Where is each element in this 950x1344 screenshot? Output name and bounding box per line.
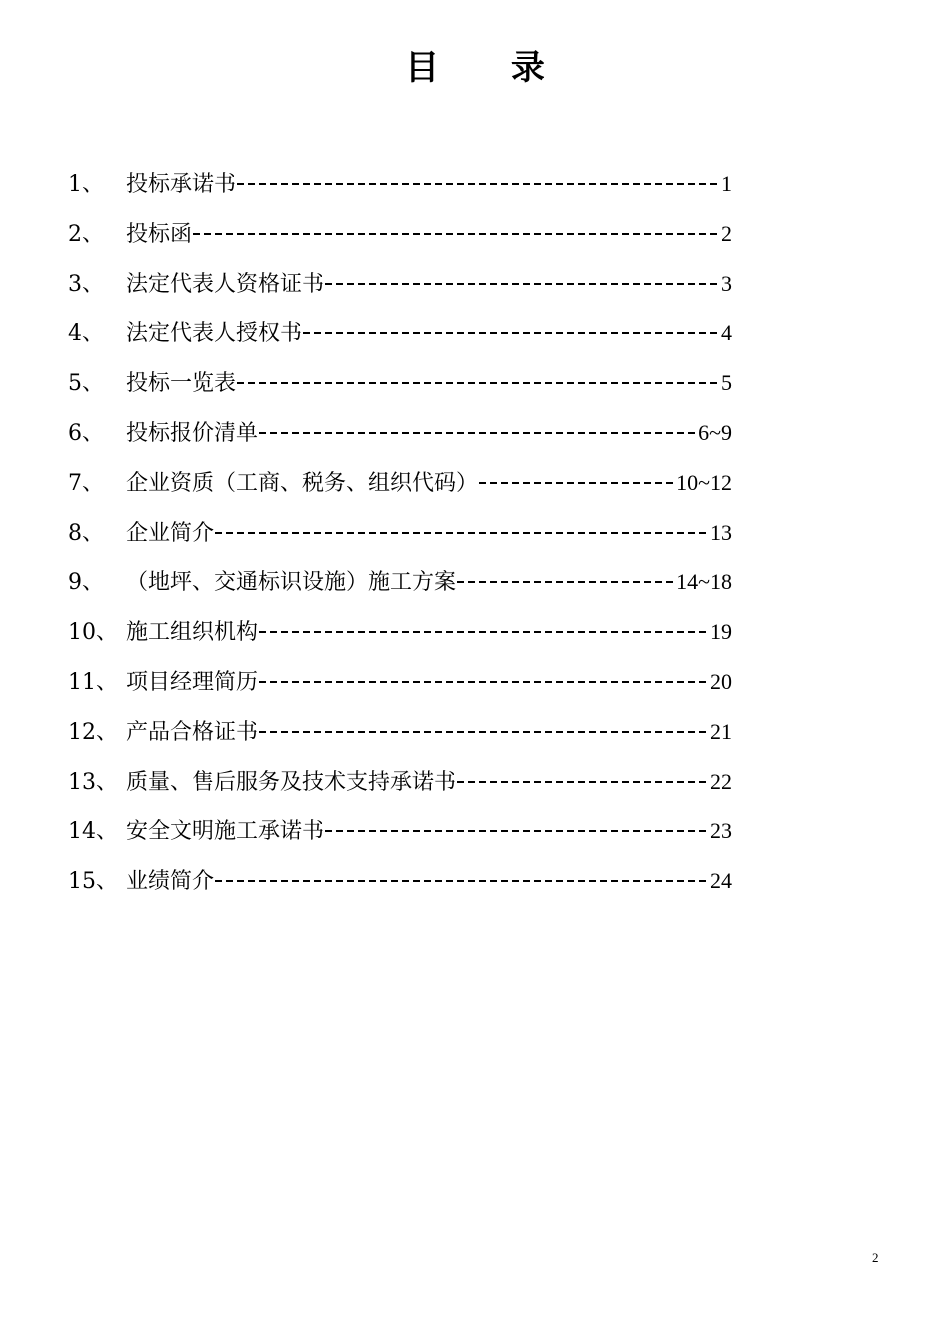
toc-entry-page: 21 xyxy=(710,718,732,744)
toc-entry-page: 5 xyxy=(721,370,732,396)
toc-dot-leader xyxy=(325,283,720,285)
toc-entry xyxy=(68,166,732,216)
toc-entry-number: 6、 xyxy=(68,420,104,446)
toc-entry-page: 13 xyxy=(710,519,732,545)
toc-entry-title: 投标一览表 xyxy=(126,371,237,397)
toc-entry-number: 13、 xyxy=(68,769,118,795)
toc-entry-title: 质量、售后服务及技术支持承诺书 xyxy=(126,769,457,795)
toc-entry-title: 投标报价清单 xyxy=(126,420,259,446)
toc-entry-title: 业绩简介 xyxy=(126,869,215,895)
toc-entry xyxy=(68,365,732,415)
toc-entry-page: 6~9 xyxy=(698,419,732,445)
toc-dot-leader xyxy=(215,880,709,882)
toc-entry xyxy=(68,415,732,465)
toc-entry xyxy=(68,614,732,664)
toc-entry-title: 法定代表人授权书 xyxy=(126,321,303,347)
toc-entry-number: 15、 xyxy=(68,869,118,895)
toc-dot-leader xyxy=(479,482,675,484)
toc-entry xyxy=(68,564,732,614)
toc-entry-number: 8、 xyxy=(68,520,104,546)
toc-entry xyxy=(68,863,732,913)
toc-entry xyxy=(68,216,732,266)
toc-entry-title: 投标承诺书 xyxy=(126,172,237,197)
toc-dot-leader xyxy=(259,432,697,434)
toc-dot-leader xyxy=(259,731,709,733)
toc-entry xyxy=(68,664,732,714)
toc-dot-leader xyxy=(259,681,709,683)
toc-entry-number: 10、 xyxy=(68,620,118,646)
table-of-contents xyxy=(68,166,732,913)
toc-entry-page: 3 xyxy=(721,270,732,296)
toc-entry-page: 4 xyxy=(721,320,732,346)
toc-entry-page: 20 xyxy=(710,668,732,694)
toc-dot-leader xyxy=(259,631,709,633)
toc-entry-page: 2 xyxy=(721,220,732,246)
toc-entry xyxy=(68,465,732,515)
toc-entry-title: 投标函 xyxy=(126,221,193,247)
toc-entry-page: 14~18 xyxy=(676,569,732,595)
toc-dot-leader xyxy=(193,233,720,235)
toc-entry-number: 2、 xyxy=(68,221,104,247)
toc-entry-number: 11、 xyxy=(68,669,118,695)
toc-entry-number: 5、 xyxy=(68,371,104,397)
page-number: 2 xyxy=(872,1250,879,1265)
toc-entry xyxy=(68,315,732,365)
toc-entry-title: 企业简介 xyxy=(126,520,215,546)
toc-entry-title: （地坪、交通标识设施）施工方案 xyxy=(126,570,457,596)
toc-entry-title: 项目经理简历 xyxy=(126,669,259,695)
toc-entry-page: 23 xyxy=(710,818,732,844)
toc-entry-title: 企业资质（工商、税务、组织代码） xyxy=(126,470,479,496)
toc-dot-leader xyxy=(457,781,709,783)
toc-entry-page: 10~12 xyxy=(676,469,732,495)
toc-entry-title: 产品合格证书 xyxy=(126,719,259,745)
toc-entry-number: 4、 xyxy=(68,321,104,347)
toc-entry xyxy=(68,813,732,863)
toc-entry-page: 19 xyxy=(710,619,732,645)
toc-entry-number: 12、 xyxy=(68,719,118,745)
toc-entry-page: 24 xyxy=(710,868,732,894)
toc-entry-title: 安全文明施工承诺书 xyxy=(126,819,325,845)
toc-entry-title: 施工组织机构 xyxy=(126,620,259,646)
toc-entry-page: 22 xyxy=(710,768,732,794)
toc-dot-leader xyxy=(303,332,720,334)
toc-entry-number: 14、 xyxy=(68,819,118,845)
toc-dot-leader xyxy=(457,581,675,583)
toc-entry xyxy=(68,714,732,764)
toc-dot-leader xyxy=(215,532,709,534)
toc-entry xyxy=(68,515,732,565)
page-title: 目 录 xyxy=(405,48,575,88)
toc-entry-title: 法定代表人资格证书 xyxy=(126,271,325,297)
toc-entry xyxy=(68,764,732,814)
toc-entry-number: 9、 xyxy=(68,570,104,596)
toc-entry-number: 3、 xyxy=(68,271,104,297)
toc-entry-number: 1、 xyxy=(68,172,104,197)
toc-dot-leader xyxy=(237,382,720,384)
toc-dot-leader xyxy=(237,183,720,185)
toc-entry-number: 7、 xyxy=(68,470,104,496)
toc-dot-leader xyxy=(325,830,709,832)
toc-entry-page: 1 xyxy=(721,171,732,196)
toc-entry xyxy=(68,266,732,316)
